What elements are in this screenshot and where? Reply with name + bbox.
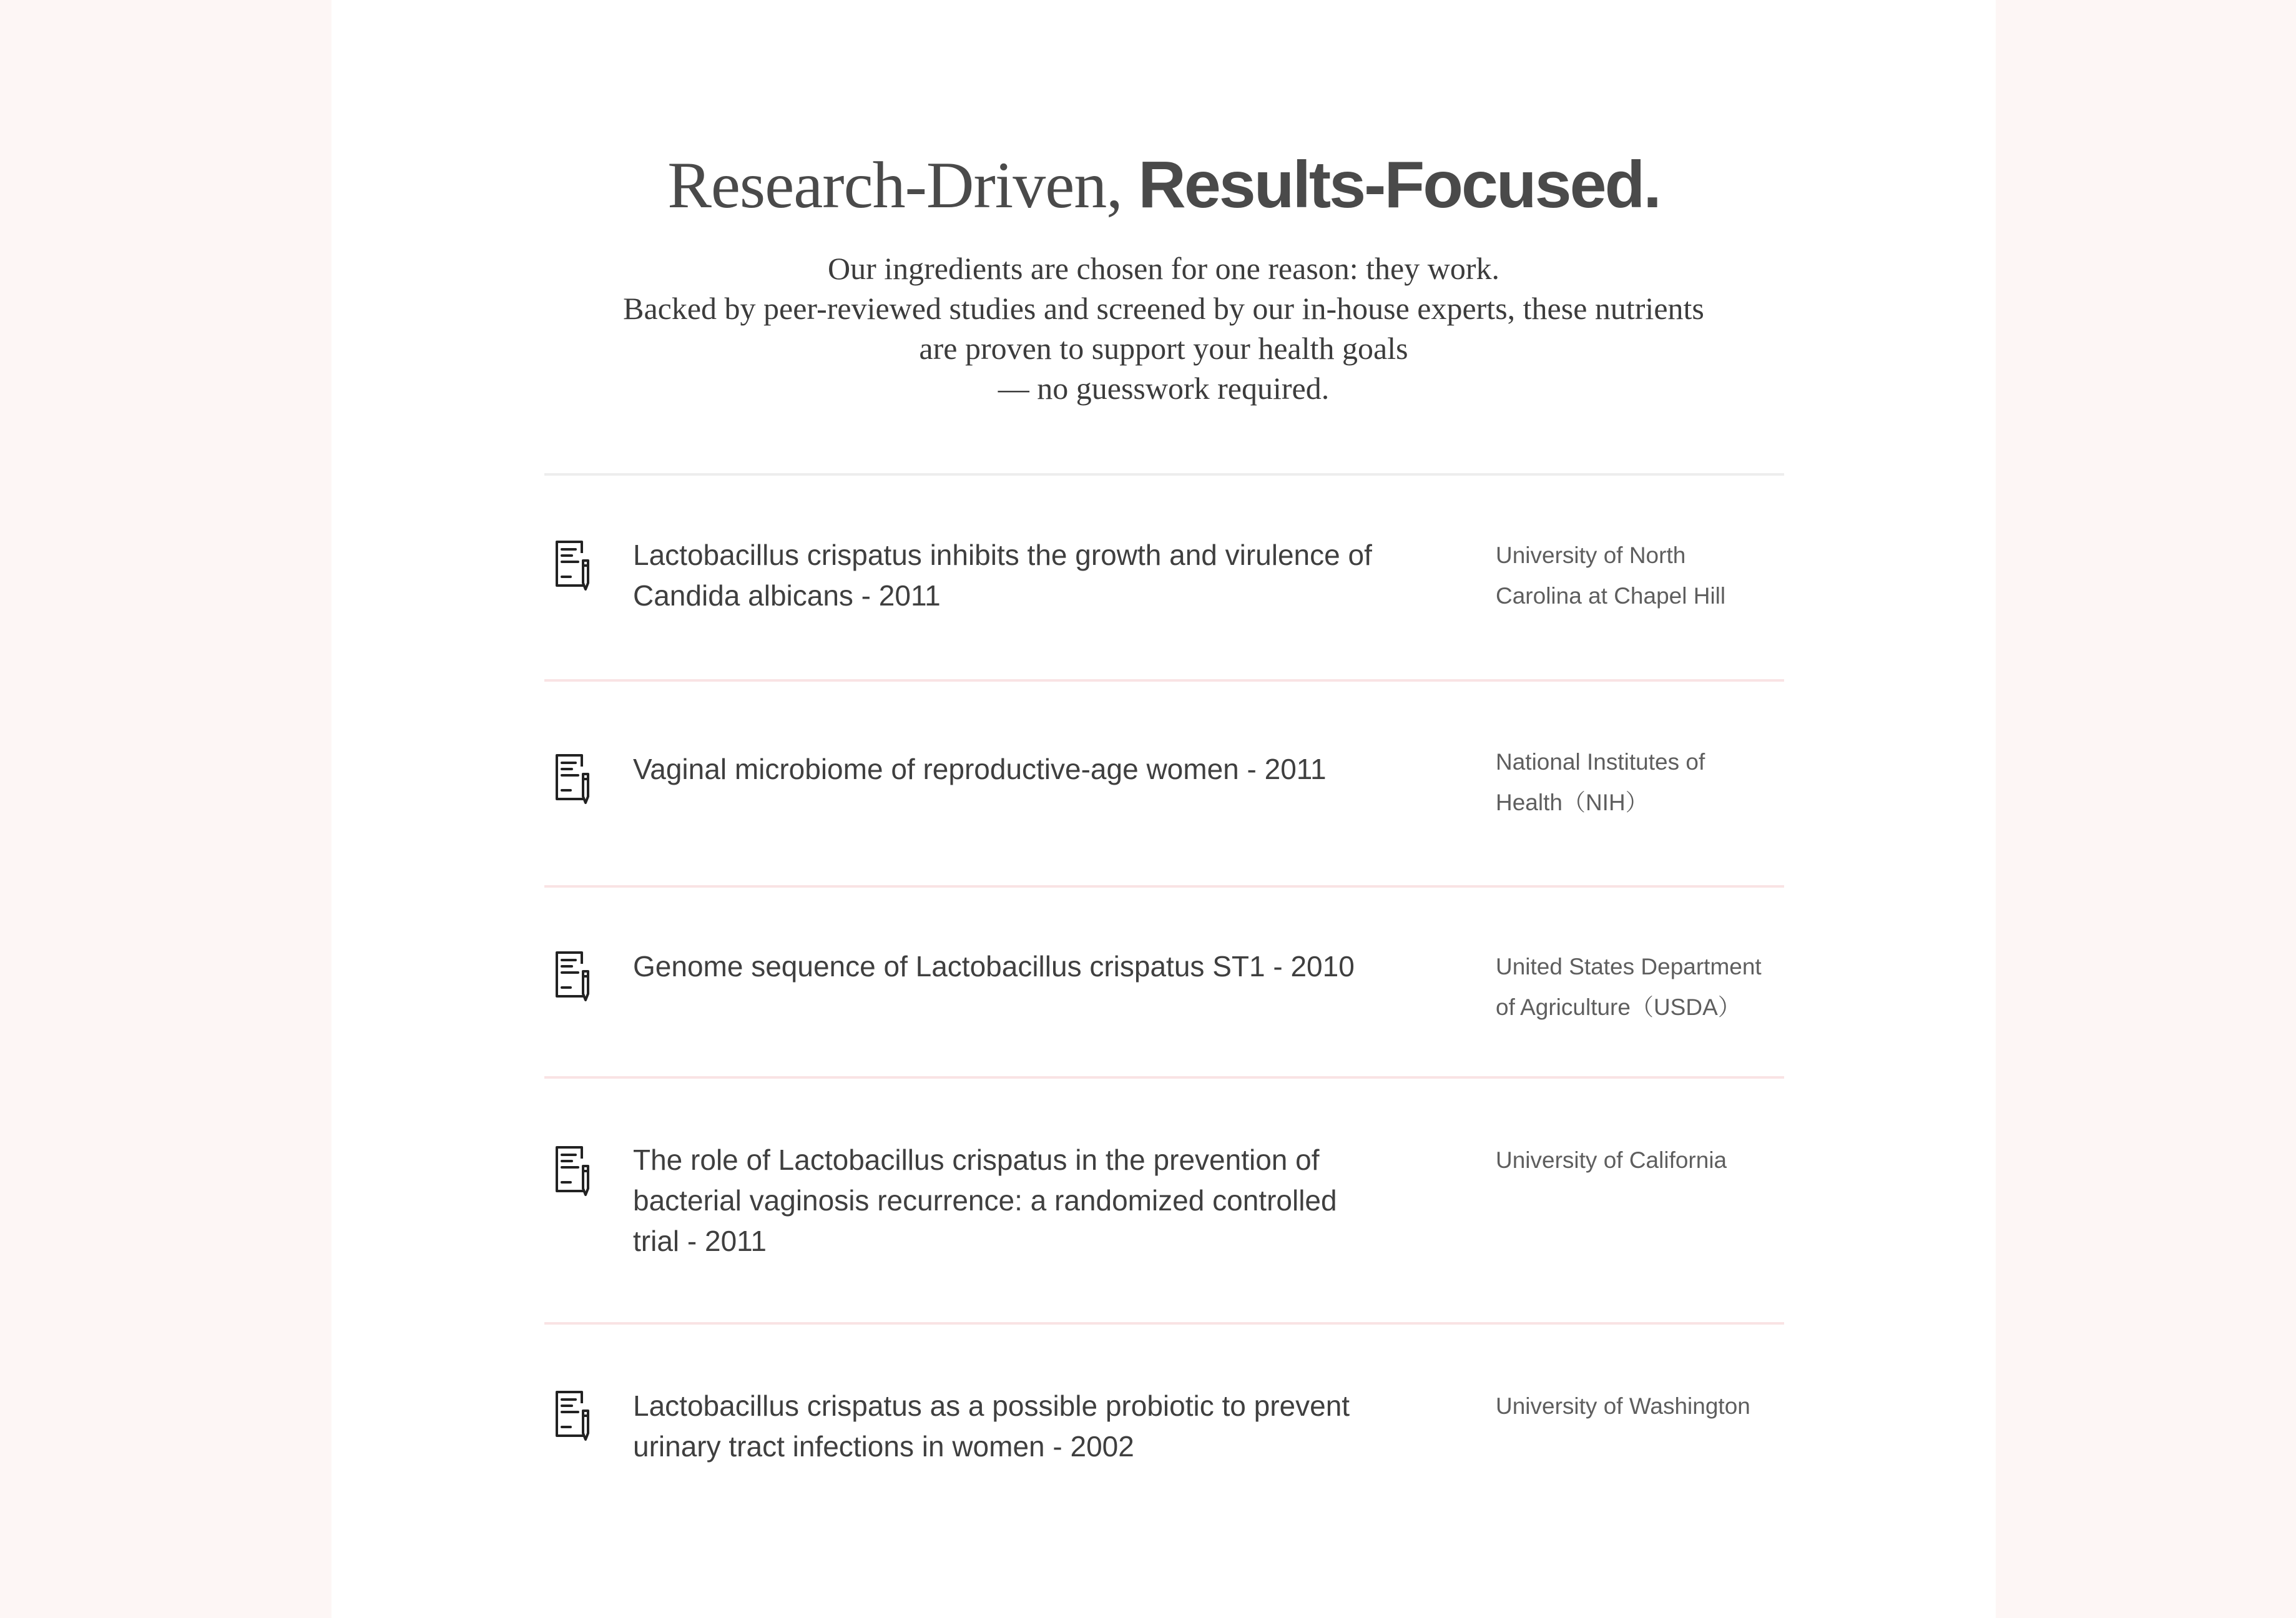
study-row: [544, 682, 1784, 885]
study-row: [544, 1079, 1784, 1322]
study-list: [544, 473, 1784, 1512]
section-heading: [331, 141, 1996, 229]
study-title-line: Lactobacillus crispatus as a possible probiotic to prevent: [633, 1390, 1350, 1422]
institution-line: Carolina at Chapel Hill: [1496, 583, 1726, 609]
study-title: [633, 535, 1438, 616]
intro-line: — no guesswork required.: [998, 371, 1330, 406]
study-row: [544, 888, 1784, 1076]
institution-line: National Institutes of: [1496, 749, 1705, 775]
heading-bold-part: Results-Focused.: [1138, 148, 1660, 222]
study-title-line: Candida albicans - 2011: [633, 579, 941, 612]
study-row: [544, 476, 1784, 679]
study-title-line: The role of Lactobacillus crispatus in the prevention of: [633, 1144, 1320, 1176]
document-pen-icon: [553, 539, 593, 592]
study-title-line: trial - 2011: [633, 1225, 767, 1257]
document-pen-icon: [553, 753, 593, 805]
study-title: [633, 749, 1438, 790]
study-title: [633, 1386, 1438, 1467]
institution-line: of Agriculture（USDA）: [1496, 994, 1741, 1020]
document-pen-icon: [553, 1390, 593, 1442]
document-pen-icon: [553, 1145, 593, 1197]
intro-paragraph: [331, 248, 1996, 408]
institution-line: United States Department: [1496, 954, 1762, 979]
intro-line: Backed by peer-reviewed studies and screened by our in-house experts, these nutrients: [623, 291, 1704, 326]
intro-line: Our ingredients are chosen for one reason: they work.: [827, 251, 1500, 286]
study-institution: [1496, 946, 1789, 1027]
study-title-line: urinary tract infections in women - 2002: [633, 1430, 1134, 1463]
heading-serif-part: Research-Driven,: [667, 149, 1139, 222]
study-row: [544, 1325, 1784, 1512]
institution-line: University of Washington: [1496, 1393, 1750, 1419]
study-institution: [1496, 1140, 1789, 1180]
study-title-line: Vaginal microbiome of reproductive-age women - 2011: [633, 753, 1327, 785]
document-pen-icon: [553, 950, 593, 1003]
study-title: [633, 946, 1438, 987]
study-institution: [1496, 1386, 1789, 1426]
study-institution: [1496, 742, 1789, 823]
institution-line: University of North: [1496, 542, 1686, 568]
study-title-line: bacterial vaginosis recurrence: a randomized controlled: [633, 1184, 1337, 1217]
institution-line: Health（NIH）: [1496, 790, 1649, 815]
institution-line: University of California: [1496, 1147, 1727, 1173]
study-title-line: Lactobacillus crispatus inhibits the growth and virulence of: [633, 539, 1372, 571]
study-institution: [1496, 535, 1789, 616]
study-title-line: Genome sequence of Lactobacillus crispatus ST1 - 2010: [633, 950, 1355, 983]
research-section: [331, 0, 1996, 1618]
study-title: [633, 1140, 1438, 1262]
intro-line: are proven to support your health goals: [919, 331, 1408, 366]
